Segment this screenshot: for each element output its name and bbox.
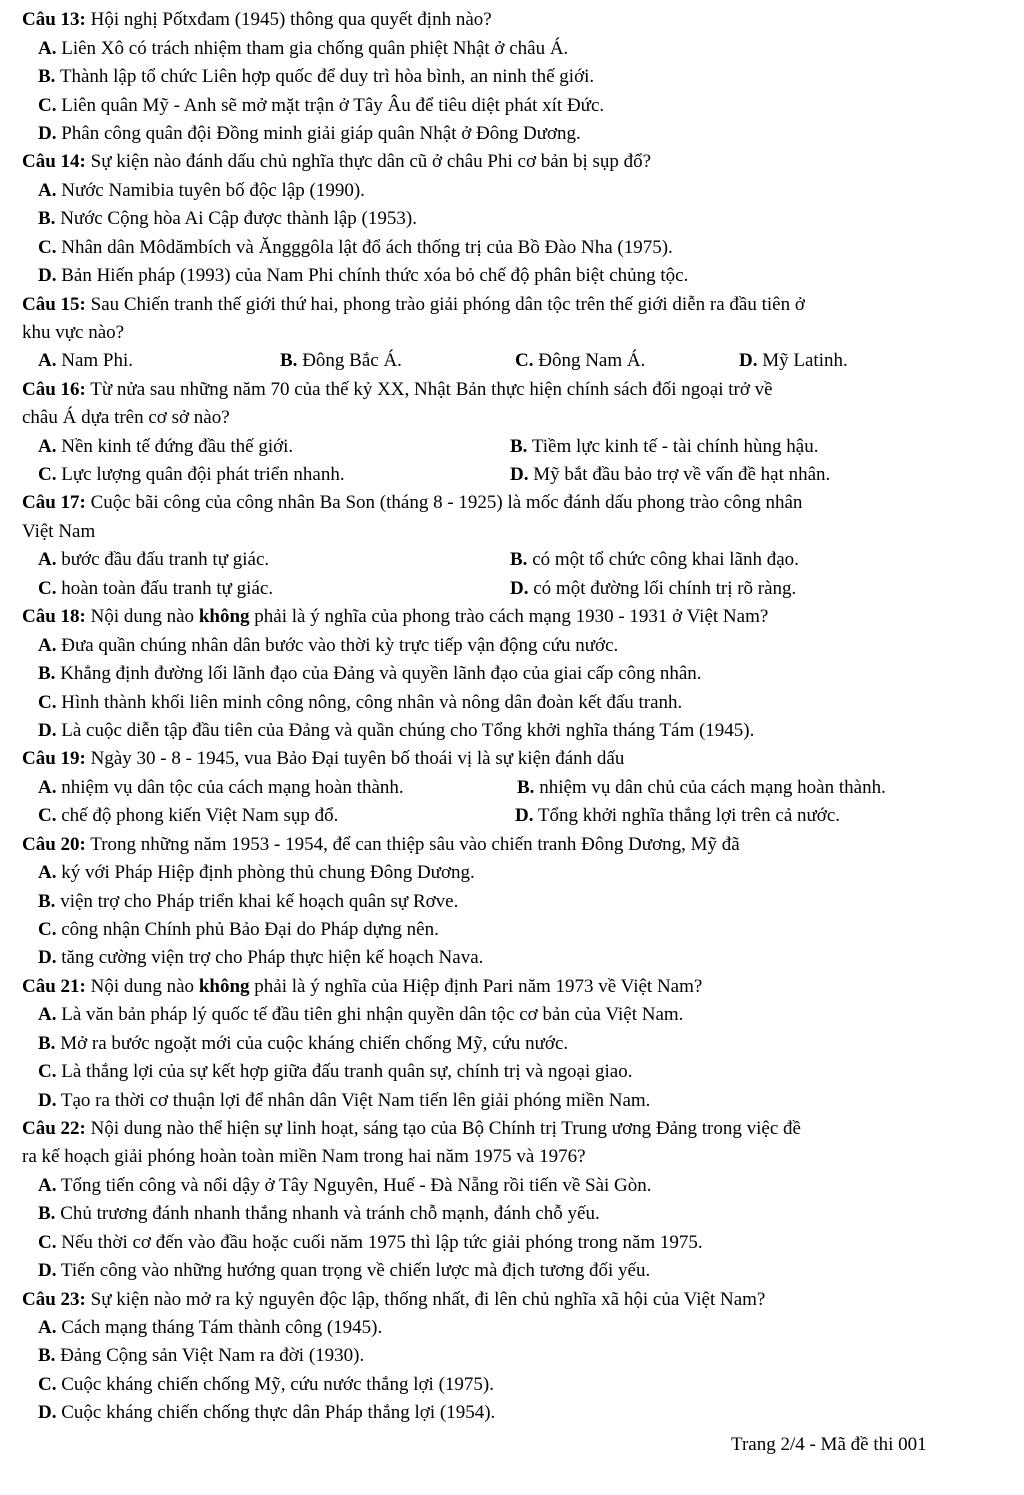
question-18-option-d [38, 719, 754, 743]
question-label: Câu 16: [22, 379, 86, 400]
option-text: Hình thành khối liên minh công nông, công nhân và nông dân đoàn kết đấu tranh. [56, 692, 683, 713]
question-15-stem [22, 293, 805, 317]
option-text: có một đường lối chính trị rõ ràng. [528, 578, 797, 599]
option-letter: B. [38, 1203, 56, 1224]
question-19-option-c [38, 804, 338, 828]
question-13-stem [22, 8, 492, 32]
question-text: Sự kiện nào đánh dấu chủ nghĩa thực dân cũ ở châu Phi cơ bản bị sụp đổ? [85, 151, 652, 172]
question-16-option-b [510, 435, 819, 459]
option-letter: A. [38, 777, 57, 798]
question-text: Nội dung nào [85, 606, 199, 627]
question-text: phải là ý nghĩa của phong trào cách mạng 1930 - 1931 ở Việt Nam? [249, 606, 769, 627]
question-text: Nội dung nào thể hiện sự linh hoạt, sáng tạo của Bộ Chính trị Trung ương Đảng trong việc đề [85, 1118, 801, 1139]
option-text: Là cuộc diễn tập đầu tiên của Đảng và quần chúng cho Tổng khởi nghĩa tháng Tám (1945). [56, 720, 755, 741]
option-text: Đảng Cộng sản Việt Nam ra đời (1930). [55, 1345, 365, 1366]
question-22-option-c [38, 1231, 703, 1255]
question-13-option-d [38, 122, 581, 146]
question-17-option-d [510, 577, 796, 601]
option-letter: C. [38, 578, 57, 599]
option-letter: C. [515, 350, 534, 371]
option-text: hoàn toàn đấu tranh tự giác. [56, 578, 274, 599]
option-text: Tổng khởi nghĩa thắng lợi trên cả nước. [533, 805, 841, 826]
question-22-stem [22, 1117, 801, 1141]
question-label: Câu 20: [22, 834, 86, 855]
option-text: Liên Xô có trách nhiệm tham gia chống quân phiệt Nhật ở châu Á. [56, 38, 569, 59]
option-letter: B. [510, 549, 528, 570]
option-letter: B. [38, 1033, 56, 1054]
option-text: Mỹ bắt đầu bảo trợ về vấn đề hạt nhân. [528, 464, 831, 485]
option-letter: A. [38, 180, 57, 201]
option-letter: B. [38, 891, 56, 912]
option-letter: D. [38, 947, 57, 968]
option-text: Đông Nam Á. [533, 350, 646, 371]
negation-word: không [198, 606, 250, 627]
question-15-option-b [280, 349, 402, 373]
question-text: Sự kiện nào mở ra kỷ nguyên độc lập, thống nhất, đi lên chủ nghĩa xã hội của Việt Nam? [85, 1289, 766, 1310]
option-text: Liên quân Mỹ - Anh sẽ mở mặt trận ở Tây Âu để tiêu diệt phát xít Đức. [56, 95, 605, 116]
question-14-option-d [38, 264, 688, 288]
question-15-option-d [739, 349, 848, 373]
question-14-option-b [38, 207, 417, 231]
option-text: Phân công quân đội Đồng minh giải giáp quân Nhật ở Đông Dương. [56, 123, 581, 144]
question-label: Câu 22: [22, 1118, 86, 1139]
question-22-option-a [38, 1174, 652, 1198]
option-text: Nhân dân Môdămbích và Ăngggôla lật đổ ách thống trị của Bồ Đào Nha (1975). [56, 237, 673, 258]
option-letter: C. [38, 1374, 57, 1395]
option-text: bước đầu đấu tranh tự giác. [56, 549, 270, 570]
question-text: Hội nghị Pốtxđam (1945) thông qua quyết định nào? [85, 9, 492, 30]
option-letter: D. [739, 350, 758, 371]
question-text: Sau Chiến tranh thế giới thứ hai, phong trào giải phóng dân tộc trên thế giới diễn ra đầu tiên ở [85, 294, 805, 315]
question-label: Câu 21: [22, 976, 86, 997]
option-text: Cuộc kháng chiến chống thực dân Pháp thắng lợi (1954). [56, 1402, 496, 1423]
option-letter: A. [38, 635, 57, 656]
option-text: Mở ra bước ngoặt mới của cuộc kháng chiến chống Mỹ, cứu nước. [55, 1033, 569, 1054]
question-18-option-b [38, 662, 702, 686]
question-23-option-a [38, 1316, 382, 1340]
question-23-option-c [38, 1373, 494, 1397]
question-18-stem [22, 605, 768, 629]
option-letter: B. [38, 66, 56, 87]
option-text: Nếu thời cơ đến vào đầu hoặc cuối năm 1975 thì lập tức giải phóng trong năm 1975. [56, 1232, 703, 1253]
option-letter: A. [38, 549, 57, 570]
question-16-stem [22, 378, 773, 402]
question-16-option-d [510, 463, 830, 487]
option-text: Tiến công vào những hướng quan trọng về chiến lược mà địch tương đối yếu. [56, 1260, 651, 1281]
question-text: Việt Nam [22, 521, 96, 542]
option-letter: A. [38, 38, 57, 59]
option-text: Tạo ra thời cơ thuận lợi để nhân dân Việt Nam tiến lên giải phóng miền Nam. [56, 1090, 651, 1111]
question-17-option-b [510, 548, 799, 572]
option-letter: D. [38, 265, 57, 286]
option-letter: D. [515, 805, 534, 826]
option-letter: D. [510, 464, 529, 485]
option-letter: A. [38, 350, 57, 371]
question-17-option-a [38, 548, 269, 572]
option-letter: B. [517, 777, 535, 798]
question-13-option-b [38, 65, 594, 89]
question-16-option-a [38, 435, 293, 459]
negation-word: không [198, 976, 250, 997]
question-20-stem [22, 833, 740, 857]
option-text: nhiệm vụ dân tộc của cách mạng hoàn thành. [56, 777, 404, 798]
question-15-option-a [38, 349, 133, 373]
question-21-option-c [38, 1060, 632, 1084]
question-text: phải là ý nghĩa của Hiệp định Pari năm 1973 về Việt Nam? [249, 976, 703, 997]
question-14-option-c [38, 236, 673, 260]
option-letter: D. [38, 123, 57, 144]
question-23-option-d [38, 1401, 495, 1425]
option-letter: C. [38, 919, 57, 940]
question-21-option-a [38, 1003, 683, 1027]
question-text: Cuộc bãi công của công nhân Ba Son (tháng 8 - 1925) là mốc đánh dấu phong trào công nhân [85, 492, 803, 513]
option-text: chế độ phong kiến Việt Nam sụp đổ. [56, 805, 339, 826]
question-20-option-d [38, 946, 483, 970]
option-text: có một tổ chức công khai lãnh đạo. [527, 549, 799, 570]
question-label: Câu 13: [22, 9, 86, 30]
option-letter: A. [38, 1175, 57, 1196]
option-text: Đông Bắc Á. [297, 350, 402, 371]
question-21-option-b [38, 1032, 568, 1056]
question-17-option-c [38, 577, 273, 601]
question-text: Trong những năm 1953 - 1954, để can thiệp sâu vào chiến tranh Đông Dương, Mỹ đã [85, 834, 740, 855]
question-18-option-a [38, 634, 618, 658]
question-17-stem-cont [22, 520, 95, 544]
question-text: Ngày 30 - 8 - 1945, vua Bảo Đại tuyên bố thoái vị là sự kiện đánh dấu [85, 748, 625, 769]
option-text: Cuộc kháng chiến chống Mỹ, cứu nước thắng lợi (1975). [56, 1374, 494, 1395]
question-text: Nội dung nào [85, 976, 199, 997]
question-label: Câu 18: [22, 606, 86, 627]
page-footer: Trang 2/4 - Mã đề thi 001 [731, 1434, 927, 1455]
option-text: Nền kinh tế đứng đầu thế giới. [56, 436, 294, 457]
option-letter: A. [38, 436, 57, 457]
question-16-stem-cont [22, 406, 230, 430]
question-23-option-b [38, 1344, 364, 1368]
question-label: Câu 19: [22, 748, 86, 769]
option-text: Đưa quần chúng nhân dân bước vào thời kỳ trực tiếp vận động cứu nước. [56, 635, 619, 656]
question-21-option-d [38, 1089, 650, 1113]
question-23-stem [22, 1288, 765, 1312]
option-letter: B. [510, 436, 528, 457]
option-text: Nước Cộng hòa Ai Cập được thành lập (1953). [55, 208, 417, 229]
question-13-option-c [38, 94, 604, 118]
question-16-option-c [38, 463, 345, 487]
question-label: Câu 15: [22, 294, 86, 315]
option-text: Tổng tiến công và nổi dậy ở Tây Nguyên, Huế - Đà Nẵng rồi tiến về Sài Gòn. [56, 1175, 652, 1196]
option-text: công nhận Chính phủ Bảo Đại do Pháp dựng nên. [56, 919, 439, 940]
question-text: Từ nửa sau những năm 70 của thế kỷ XX, Nhật Bản thực hiện chính sách đối ngoại trở về [85, 379, 773, 400]
option-text: ký với Pháp Hiệp định phòng thủ chung Đông Dương. [56, 862, 475, 883]
option-letter: B. [38, 663, 56, 684]
question-19-option-a [38, 776, 404, 800]
option-text: Chủ trương đánh nhanh thắng nhanh và tránh chỗ mạnh, đánh chỗ yếu. [55, 1203, 600, 1224]
option-text: Thành lập tổ chức Liên hợp quốc để duy trì hòa bình, an ninh thế giới. [55, 66, 595, 87]
question-14-option-a [38, 179, 365, 203]
option-text: Tiềm lực kinh tế - tài chính hùng hậu. [527, 436, 819, 457]
option-text: Khẳng định đường lối lãnh đạo của Đảng và quyền lãnh đạo của giai cấp công nhân. [55, 663, 702, 684]
option-text: Lực lượng quân đội phát triển nhanh. [56, 464, 345, 485]
option-letter: A. [38, 1004, 57, 1025]
question-20-option-a [38, 861, 475, 885]
option-letter: C. [38, 805, 57, 826]
option-letter: D. [38, 1090, 57, 1111]
question-20-option-c [38, 918, 439, 942]
option-letter: C. [38, 95, 57, 116]
option-letter: D. [38, 720, 57, 741]
question-15-option-c [515, 349, 645, 373]
question-22-stem-cont [22, 1145, 586, 1169]
question-19-option-b [517, 776, 886, 800]
option-text: Mỹ Latinh. [757, 350, 848, 371]
option-letter: C. [38, 237, 57, 258]
question-text: ra kế hoạch giải phóng hoàn toàn miền Nam trong hai năm 1975 và 1976? [22, 1146, 586, 1167]
question-22-option-d [38, 1259, 650, 1283]
question-22-option-b [38, 1202, 600, 1226]
question-13-option-a [38, 37, 568, 61]
option-letter: B. [280, 350, 298, 371]
option-text: Cách mạng tháng Tám thành công (1945). [56, 1317, 383, 1338]
option-letter: C. [38, 1061, 57, 1082]
question-label: Câu 14: [22, 151, 86, 172]
option-text: Nam Phi. [56, 350, 134, 371]
option-text: tăng cường viện trợ cho Pháp thực hiện kế hoạch Nava. [56, 947, 484, 968]
question-label: Câu 23: [22, 1289, 86, 1310]
option-letter: A. [38, 862, 57, 883]
option-letter: B. [38, 208, 56, 229]
option-text: Là thắng lợi của sự kết hợp giữa đấu tranh quân sự, chính trị và ngoại giao. [56, 1061, 633, 1082]
question-18-option-c [38, 691, 682, 715]
question-20-option-b [38, 890, 458, 914]
option-letter: C. [38, 1232, 57, 1253]
option-letter: B. [38, 1345, 56, 1366]
question-14-stem [22, 150, 651, 174]
question-15-stem-cont [22, 321, 124, 345]
option-letter: A. [38, 1317, 57, 1338]
question-19-option-d [515, 804, 840, 828]
question-text: châu Á dựa trên cơ sở nào? [22, 407, 230, 428]
question-17-stem [22, 491, 802, 515]
option-text: Nước Namibia tuyên bố độc lập (1990). [56, 180, 365, 201]
option-letter: C. [38, 464, 57, 485]
option-text: Là văn bản pháp lý quốc tế đầu tiên ghi nhận quyền dân tộc cơ bản của Việt Nam. [56, 1004, 684, 1025]
option-text: Bản Hiến pháp (1993) của Nam Phi chính thức xóa bỏ chế độ phân biệt chủng tộc. [56, 265, 689, 286]
option-letter: D. [38, 1402, 57, 1423]
option-letter: C. [38, 692, 57, 713]
question-label: Câu 17: [22, 492, 86, 513]
option-text: viện trợ cho Pháp triển khai kế hoạch quân sự Rơve. [55, 891, 459, 912]
option-letter: D. [510, 578, 529, 599]
option-text: nhiệm vụ dân chủ của cách mạng hoàn thành. [534, 777, 886, 798]
option-letter: D. [38, 1260, 57, 1281]
question-text: khu vực nào? [22, 322, 125, 343]
question-19-stem [22, 747, 624, 771]
question-21-stem [22, 975, 702, 999]
